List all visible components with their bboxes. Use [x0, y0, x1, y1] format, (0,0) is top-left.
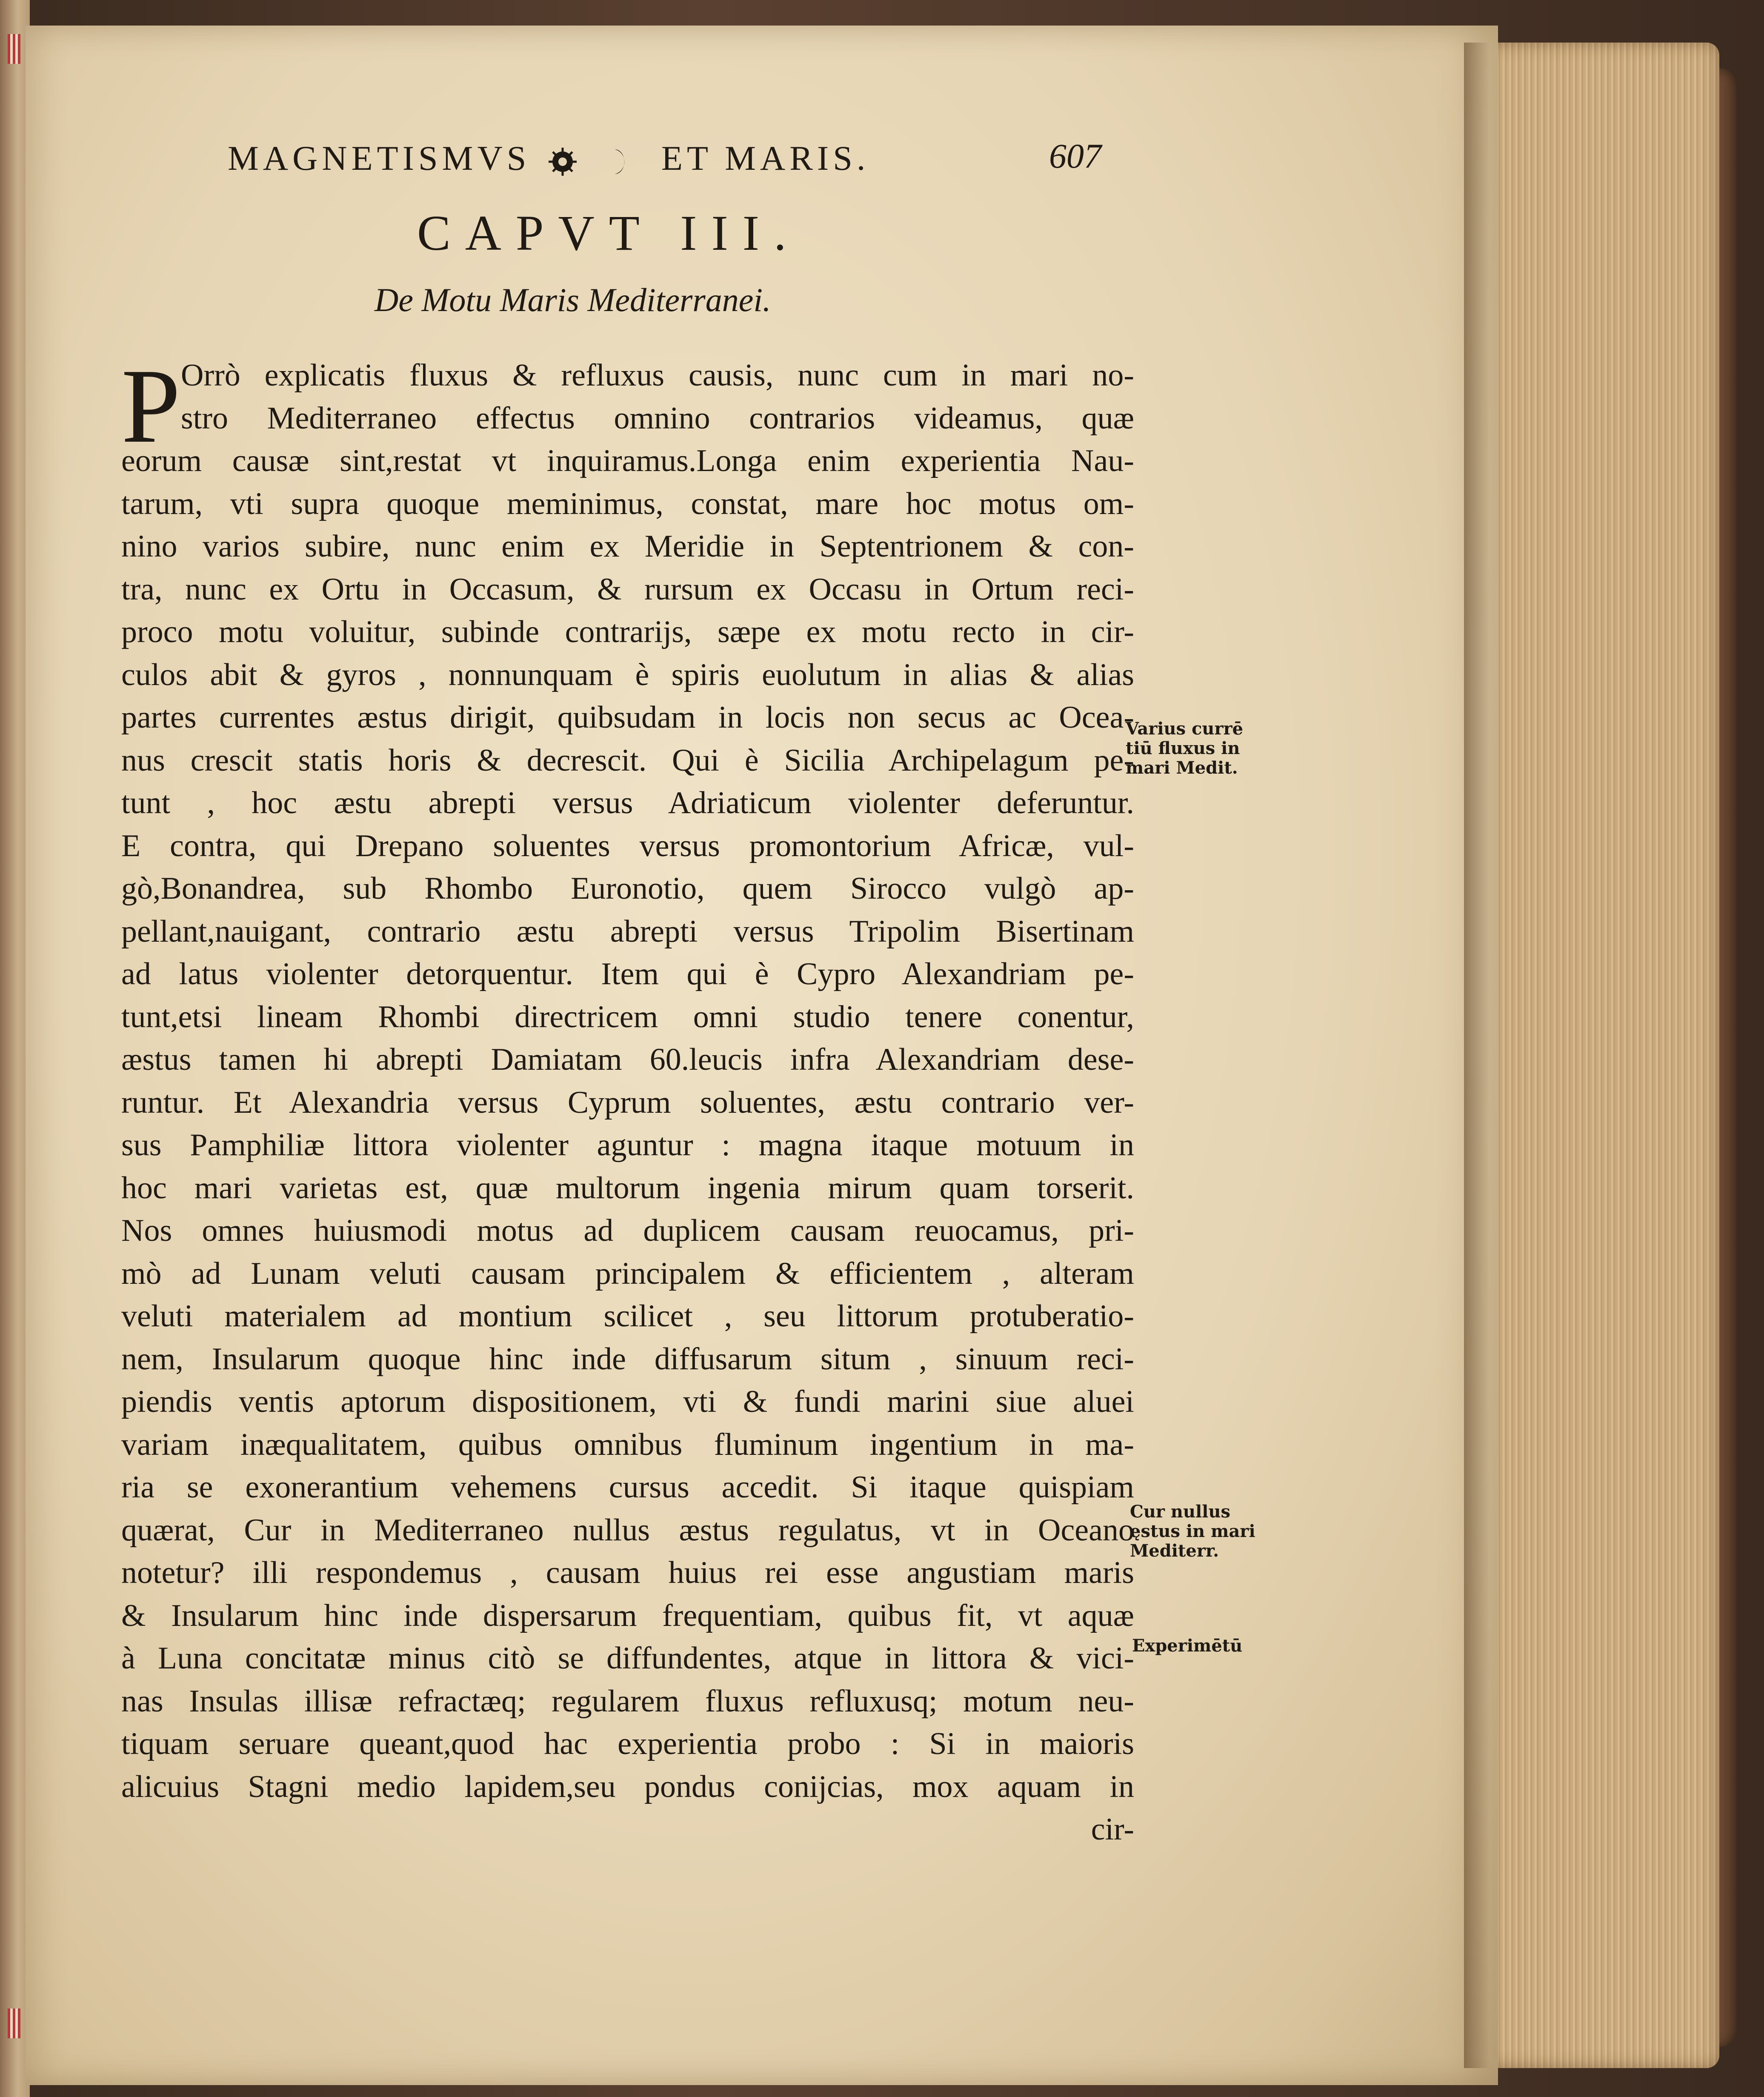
- body-line: alicuius Stagni medio lapidem,seu pondus conijcias, mox aquam in: [121, 1769, 1134, 1804]
- marginal-line: Cur nullus: [1130, 1502, 1231, 1522]
- chapter-title: CAPVT III.: [417, 205, 801, 261]
- body-line: hoc mari varietas est, quæ multorum ingenia mirum quam torserit.: [121, 1170, 1134, 1206]
- body-line: Nos omnes huiusmodi motus ad duplicem causam reuocamus, pri-: [121, 1213, 1134, 1248]
- body-line: mò ad Lunam veluti causam principalem & efficientem , alteram: [121, 1256, 1134, 1291]
- running-head: [228, 138, 869, 178]
- body-line: æstus tamen hi abrepti Damiatam 60.leucis infra Alexandriam dese-: [121, 1042, 1134, 1077]
- body-line: sus Pamphiliæ littora violenter aguntur : magna itaque motuum in: [121, 1128, 1134, 1163]
- body-line: eorum causæ sint,restat vt inquiramus.Longa enim experientia Nau-: [121, 443, 1134, 478]
- body-text: [121, 347, 1134, 1851]
- body-line: tunt , hoc æstu abrepti versus Adriaticum violenter deferuntur.: [121, 786, 1134, 820]
- running-head-right: ET MARIS.: [661, 139, 870, 177]
- body-line: nino varios subire, nunc enim ex Meridie in Septentrionem & con-: [121, 529, 1134, 564]
- page-edges: [1481, 43, 1719, 2068]
- body-line: ad latus violenter detorquentur. Item qui è Cypro Alexandriam pe-: [121, 957, 1134, 991]
- body-line: nem, Insularum quoque hinc inde diffusarum situm , sinuum reci-: [121, 1341, 1134, 1377]
- magnet-emblem-icon: [548, 147, 578, 177]
- chapter-subtitle: De Motu Maris Mediterranei.: [375, 281, 771, 318]
- body-line: proco motu voluitur, subinde contrarijs, sæpe ex motu recto in cir-: [121, 614, 1134, 649]
- body-line: piendis ventis aptorum dispositionem, vti & fundi marini siue aluei: [121, 1384, 1134, 1419]
- body-line: veluti materialem ad montium scilicet , seu littorum protuberatio-: [121, 1299, 1134, 1334]
- body-line: culos abit & gyros , nonnunquam è spiris euolutum in alias & alias: [121, 657, 1134, 692]
- marginal-line: ęstus in mari: [1130, 1521, 1255, 1541]
- page-number: 607: [1049, 137, 1101, 175]
- marginal-note-experiment: [1132, 1636, 1242, 1656]
- body-line: nas Insulas illisæ refractæq; regularem fluxus refluxusq; motum neu-: [121, 1683, 1134, 1719]
- body-line: pellant,nauigant, contrario æstu abrepti versus Tripolim Bisertinam: [121, 914, 1134, 949]
- body-line: quærat, Cur in Mediterraneo nullus æstus regulatus, vt in Oceano: [121, 1512, 1134, 1548]
- marginal-line: tiū fluxus in: [1126, 738, 1240, 758]
- body-line: ria se exonerantium vehemens cursus accedit. Si itaque quispiam: [121, 1470, 1134, 1505]
- body-line: notetur? illi respondemus , causam huius rei esse angustiam maris: [121, 1555, 1134, 1590]
- body-line: tarum, vti supra quoque meminimus, constat, mare hoc motus om-: [121, 486, 1134, 521]
- body-line: tunt,etsi lineam Rhombi directricem omni studio tenere conentur,: [121, 999, 1134, 1034]
- body-line: Orrò explicatis fluxus & refluxus causis, nunc cum in mari no-: [181, 358, 1134, 393]
- binding-stitch-top: [8, 34, 20, 64]
- body-line: variam inæqualitatem, quibus omnibus fluminum ingentium in ma-: [121, 1427, 1134, 1462]
- body-line: nus crescit statis horis & decrescit. Qui è Sicilia Archipelagum pe-: [121, 743, 1134, 778]
- marginal-line: Mediterr.: [1130, 1541, 1219, 1561]
- marginal-line: mari Medit.: [1126, 758, 1238, 778]
- body-line: gò,Bonandrea, sub Rhombo Euronotio, quem Sirocco vulgò ap-: [121, 871, 1134, 906]
- marginal-note-no-tide: [1130, 1502, 1255, 1561]
- body-line: à Luna concitatæ minus citò se diffundentes, atque in littora & vici-: [121, 1641, 1134, 1676]
- gutter-shadow: [1464, 43, 1490, 2068]
- body-line: runtur. Et Alexandria versus Cyprum soluentes, æstu contrario ver-: [121, 1085, 1134, 1120]
- body-line: & Insularum hinc inde dispersarum frequentiam, quibus fit, vt aquæ: [121, 1598, 1134, 1633]
- body-line: tiquam seruare queant,quod hac experientia probo : Si in maioris: [121, 1726, 1134, 1761]
- body-line: stro Mediterraneo effectus omnino contrarios videamus, quæ: [181, 400, 1134, 436]
- catchword: cir-: [1091, 1812, 1134, 1847]
- marginal-line: Experimētū: [1132, 1636, 1243, 1656]
- marginal-note-currents: [1126, 719, 1243, 778]
- moon-symbol-icon: [606, 147, 636, 177]
- binding-stitch-bottom: [8, 2008, 20, 2038]
- body-line: tra, nunc ex Ortu in Occasum, & rursum ex Occasu in Ortum reci-: [121, 571, 1134, 607]
- body-line: partes currentes æstus dirigit, quibsudam in locis non secus ac Ocea-: [121, 700, 1134, 735]
- drop-cap: P: [121, 347, 181, 465]
- running-head-left: MAGNETISMVS: [228, 139, 531, 177]
- marginal-line: Varius currē: [1126, 719, 1244, 739]
- body-line: E contra, qui Drepano soluentes versus promontorium Africæ, vul-: [121, 828, 1134, 863]
